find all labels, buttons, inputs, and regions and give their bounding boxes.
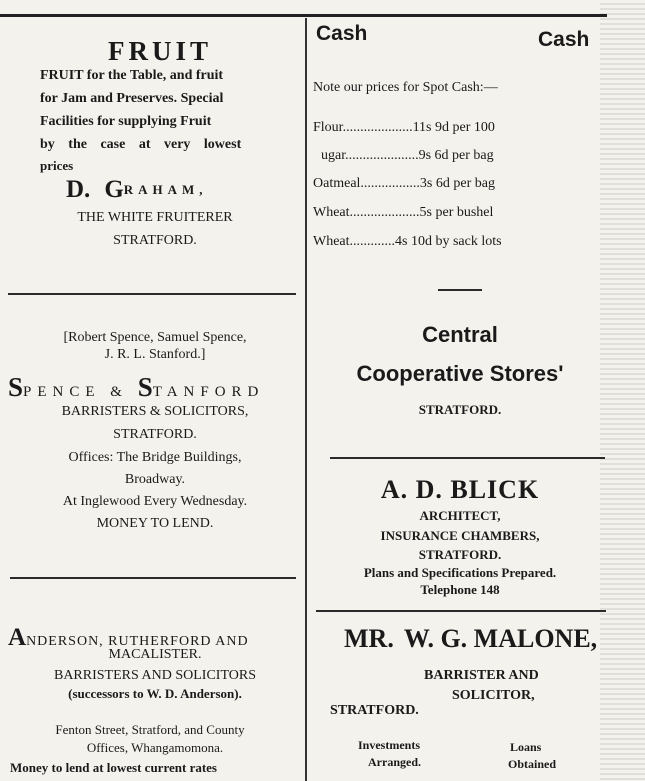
fruiterer-title: THE WHITE FRUITERER — [77, 210, 233, 225]
spence-town: STRATFORD. — [113, 427, 197, 442]
anderson-rest: NDERSON, RUTHERFORD AND — [26, 634, 249, 649]
price-row-wheat-sack: Wheat.............4s 10d by sack lots — [313, 234, 502, 249]
price-row-flour: Flour....................11s 9d per 100 — [313, 120, 495, 135]
malone-mr: MR. — [344, 624, 394, 653]
stanford-s2: S — [137, 372, 153, 402]
stanford-p2: TANFORD — [152, 384, 265, 400]
fruit-town: STRATFORD. — [113, 233, 197, 248]
fruit-heading: FRUIT — [107, 36, 212, 66]
anderson-line-2: MACALISTER. — [108, 647, 202, 662]
graham-name — [66, 176, 208, 204]
rule-after-fruit — [8, 293, 296, 295]
malone-loans-2: Obtained — [508, 757, 557, 771]
fruit-line-5: prices — [40, 158, 74, 173]
malone-name: W. G. MALONE, — [403, 624, 598, 653]
fruit-line-4: by the case at very lowest — [40, 137, 242, 152]
spence-money: MONEY TO LEND. — [96, 516, 214, 531]
malone-loans-1: Loans — [510, 740, 542, 754]
cash-note: Note our prices for Spot Cash:— — [313, 80, 498, 95]
page-edge-texture — [600, 0, 645, 781]
malone-line-1: BARRISTER AND — [424, 668, 539, 683]
fruit-line-1: FRUIT for the Table, and fruit — [40, 68, 224, 83]
spence-p1: PENCE & — [23, 384, 138, 400]
malone-investments-1: Investments — [358, 738, 420, 752]
anderson-line-5: Fenton Street, Stratford, and County — [55, 722, 245, 737]
spence-offices-2: Broadway. — [124, 472, 186, 487]
blick-line-2: INSURANCE CHAMBERS, — [380, 528, 540, 543]
top-rule — [0, 14, 607, 17]
rule-after-central — [330, 457, 605, 459]
blick-line-5: Telephone 148 — [420, 582, 500, 597]
graham-rest: RAHAM, — [123, 182, 208, 197]
anderson-line-7: Money to lend at lowest current rates — [10, 760, 217, 775]
anderson-line-6: Offices, Whangamomona. — [86, 740, 224, 755]
malone-town: STRATFORD. — [330, 703, 419, 718]
blick-name: A. D. BLICK — [380, 475, 540, 504]
central-line-1: Central — [422, 322, 498, 347]
graham-g: G — [104, 176, 124, 203]
column-rule — [305, 18, 307, 781]
spence-firm — [8, 372, 264, 403]
malone-name-line — [344, 624, 597, 654]
price-row-wheat: Wheat....................5s per bushel — [313, 205, 494, 220]
spence-offices-1: Offices: The Bridge Buildings, — [68, 450, 242, 465]
blick-line-4: Plans and Specifications Prepared. — [363, 565, 557, 580]
rule-after-blick — [316, 610, 606, 612]
cash-heading-left: Cash — [316, 22, 368, 45]
short-rule-after-cash — [438, 289, 482, 291]
spence-profession: BARRISTERS & SOLICITORS, — [61, 404, 249, 419]
anderson-line-3: BARRISTERS AND SOLICITORS — [53, 668, 256, 683]
central-town: STRATFORD. — [418, 402, 502, 417]
anderson-a: A — [8, 624, 27, 651]
price-row-oatmeal: Oatmeal.................3s 6d per bag — [313, 176, 495, 191]
rule-after-spence — [10, 577, 296, 579]
spence-s1: S — [8, 372, 24, 402]
graham-initial: D. — [66, 176, 91, 203]
fruit-line-3: Facilities for supplying Fruit — [40, 114, 212, 129]
fruit-line-2: for Jam and Preserves. Special — [40, 91, 224, 106]
anderson-line-4: (successors to W. D. Anderson). — [68, 686, 242, 701]
cash-heading-right: Cash — [538, 28, 590, 51]
price-row-sugar: ugar.....................9s 6d per bag — [321, 148, 494, 163]
malone-investments-2: Arranged. — [368, 755, 421, 769]
blick-line-3: STRATFORD. — [418, 547, 502, 562]
spence-inglewood: At Inglewood Every Wednesday. — [62, 494, 248, 509]
blick-line-1: ARCHITECT, — [419, 508, 501, 523]
central-line-2: Cooperative Stores' — [356, 361, 564, 386]
malone-line-2: SOLICITOR, — [452, 688, 535, 703]
spence-line-1: [Robert Spence, Samuel Spence, — [63, 330, 247, 345]
spence-line-2: J. R. L. Stanford.] — [104, 347, 206, 362]
